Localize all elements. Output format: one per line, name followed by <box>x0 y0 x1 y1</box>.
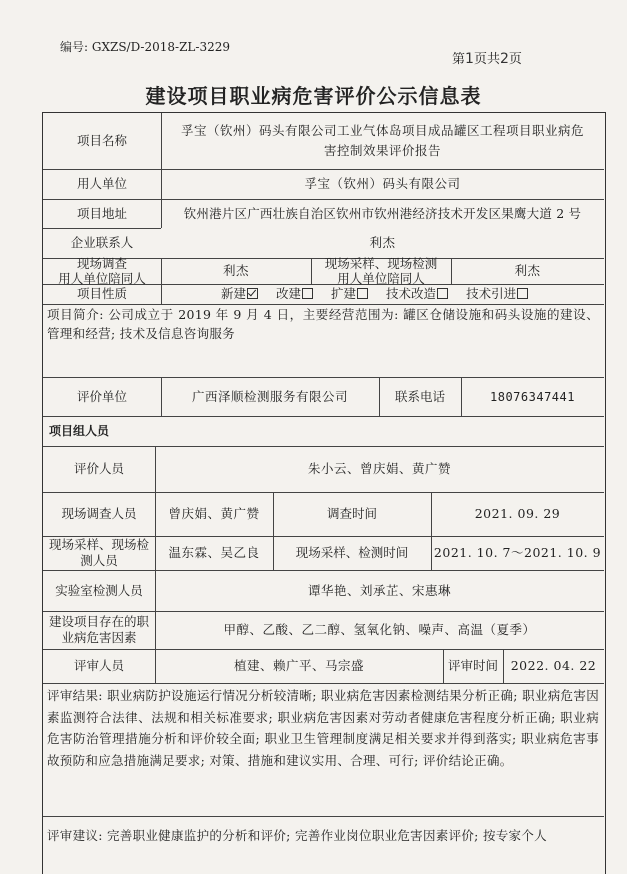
survey-staff-value: 曾庆娟、黄广赞 <box>168 506 260 521</box>
page-mid: 页共 <box>473 52 500 67</box>
address-label: 项目地址 <box>76 205 127 221</box>
address-value: 钦州港片区广西壮族自治区钦州市钦州港经济技术开发区果鹰大道 2 号 <box>183 205 582 221</box>
document-number: 编号: GXZS/D-2018-ZL-3229 <box>60 40 230 54</box>
sampling-staff-label-line2: 测人员 <box>80 553 118 568</box>
sampling-staff-label <box>43 536 155 570</box>
sampling-escort-value: 利杰 <box>514 263 541 278</box>
checkbox-icon[interactable] <box>302 288 313 299</box>
page-total: 2 <box>499 51 509 67</box>
employer-value: 孚宝（钦州）码头有限公司 <box>304 176 461 191</box>
lab-staff-value: 谭华艳、刘承芷、宋惠琳 <box>307 582 451 598</box>
survey-escort-label-line1: 现场调查 <box>76 256 127 271</box>
survey-escort-label-line2: 用人单位陪同人 <box>58 271 146 286</box>
nature-option-tech-import[interactable]: 技术引进 <box>466 284 528 304</box>
survey-escort-value: 利杰 <box>222 263 249 278</box>
checkbox-icon[interactable] <box>437 288 448 299</box>
hazards-label-line2: 业病危害因素 <box>61 630 137 645</box>
nature-option-expand[interactable]: 扩建 <box>331 284 368 304</box>
sampling-escort-label-line1: 现场采样、现场检测 <box>324 256 438 271</box>
review-time-label: 评审时间 <box>447 658 498 673</box>
phone-value: 18076347441 <box>490 389 575 404</box>
survey-time-label: 调查时间 <box>326 506 377 521</box>
nature-options <box>161 284 604 304</box>
sampling-time-label: 现场采样、检测时间 <box>295 545 409 560</box>
contact-label: 企业联系人 <box>70 235 134 250</box>
project-name-line2: 害控制效果评价报告 <box>323 143 441 158</box>
hazards-value: 甲醇、乙酸、乙二醇、氢氧化钠、噪声、高温（夏季） <box>223 622 536 637</box>
project-intro: 项目简介: 公司成立于 2019 年 9 月 4 日，主要经营范围为: 罐区仓储设施和码头设施的建设、管理和经营; 技术及信息咨询服务 <box>47 307 599 341</box>
project-name-line1: 孚宝（钦州）码头有限公司工业气体岛项目成品罐区工程项目职业病危 <box>180 123 584 138</box>
survey-staff-label: 现场调查人员 <box>61 506 137 521</box>
page-current: 1 <box>465 51 474 67</box>
sampling-staff-value: 温东霖、吴乙良 <box>168 545 260 560</box>
sampling-escort-label-line2: 用人单位陪同人 <box>337 271 425 286</box>
contact-value: 利杰 <box>161 228 604 258</box>
nature-option-new[interactable]: 新建 <box>221 284 258 304</box>
page-suffix: 页 <box>508 52 522 67</box>
checkbox-icon[interactable] <box>357 288 368 299</box>
survey-time-value: 2021. 09. 29 <box>474 506 561 521</box>
nature-option-rebuild[interactable]: 改建 <box>276 284 313 304</box>
nature-label: 项目性质 <box>76 286 127 301</box>
evaluators-label: 评价人员 <box>73 461 124 476</box>
review-result: 评审结果: 职业病防护设施运行情况分析较清晰; 职业病危害因素检测结果分析正确; 职业病危害因素监测符合法律、法规和相关标准要求; 职业病危害因素对劳动者健康危害程度分析正确; 职业病危害防治管理措施分析和评价较全面; 职业卫生管理制度满足相关要求并得到落实; 职业病危害事故预防和应急措施满足要求; 对策、措施和建议实用、合理、可行; 评价结论正确。 <box>47 688 599 768</box>
nature-option-tech-upgrade[interactable]: 技术改造 <box>386 284 448 304</box>
sampling-time-value: 2021. 10. 7～2021. 10. 9 <box>433 545 602 560</box>
evaluators-value: 朱小云、曾庆娟、黄广赞 <box>307 461 451 476</box>
hazards-label <box>43 611 155 649</box>
survey-escort-label <box>43 258 161 284</box>
review-suggestion: 评审建议: 完善职业健康监护的分析和评价; 完善作业岗位职业危害因素评价; 按专家个人 <box>47 828 547 843</box>
info-table <box>42 112 606 874</box>
checkbox-icon[interactable] <box>517 288 528 299</box>
reviewers-label: 评审人员 <box>73 658 124 673</box>
hazards-label-line1: 建设项目存在的职 <box>48 614 149 629</box>
project-name-label: 项目名称 <box>76 133 127 148</box>
evaluator-unit-value: 广西泽顺检测服务有限公司 <box>191 388 348 404</box>
review-time-value: 2022. 04. 22 <box>510 658 597 673</box>
checkbox-checked-icon[interactable] <box>247 288 258 299</box>
sampling-staff-label-line1: 现场采样、现场检 <box>48 537 149 552</box>
page-prefix: 第 <box>452 52 466 67</box>
sampling-escort-label <box>311 258 451 284</box>
page-indicator <box>452 48 522 67</box>
evaluator-unit-label: 评价单位 <box>76 388 127 404</box>
project-name-value <box>161 113 604 169</box>
phone-label: 联系电话 <box>394 388 445 404</box>
employer-label: 用人单位 <box>76 176 127 191</box>
form-title: 建设项目职业病危害评价公示信息表 <box>145 84 482 108</box>
team-section-label: 项目组人员 <box>49 424 110 438</box>
reviewers-value: 植建、赖广平、马宗盛 <box>233 658 364 673</box>
lab-staff-label: 实验室检测人员 <box>55 582 143 598</box>
